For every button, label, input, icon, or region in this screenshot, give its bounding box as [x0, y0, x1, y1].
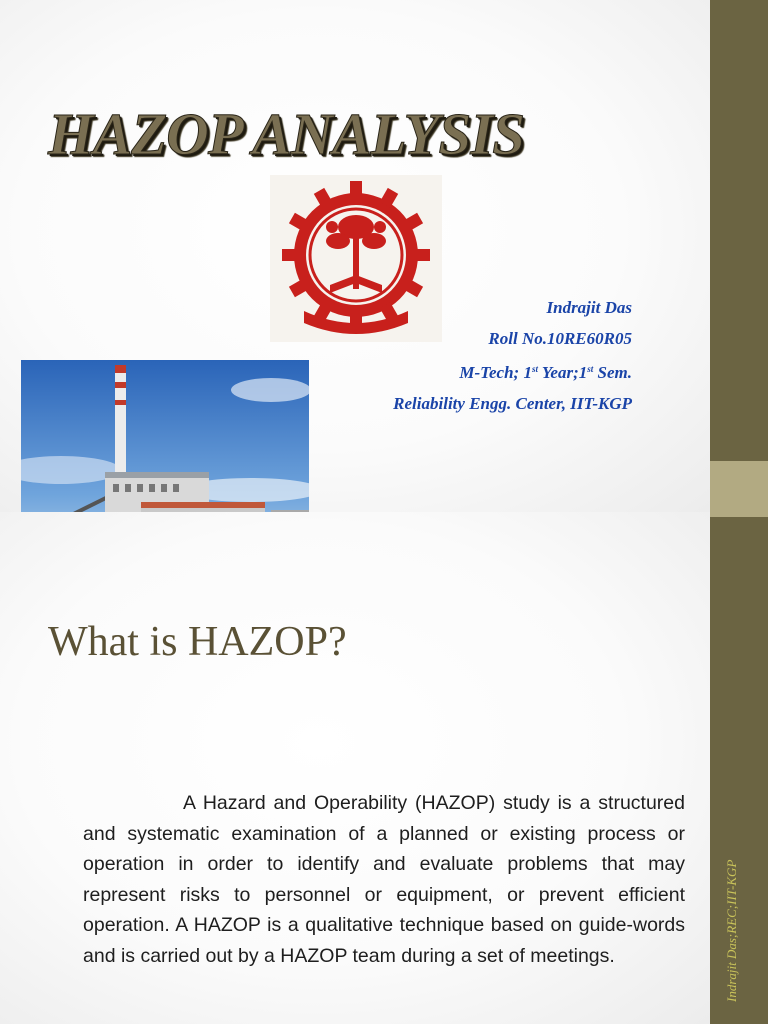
sidebar-accent-band	[710, 461, 768, 517]
section-heading: What is HAZOP?	[48, 619, 347, 665]
page-title: HAZOP ANALYSIS	[48, 101, 525, 167]
affiliation: Reliability Engg. Center, IIT-KGP	[393, 393, 632, 413]
definition-paragraph: A Hazard and Operability (HAZOP) study is a structured and systematic examination of a planned or existing process or operation in order to identify and evaluate problems that may represent risks to personnel or equipment, or prevent efficient operation. A HAZOP is a qualitative technique based on guide-words and is carried out by a HAZOP team during a set of meetings.	[83, 792, 685, 967]
author-name: Indrajit Das	[546, 298, 632, 317]
course-line: M-Tech; 1st Year;1st Sem.	[459, 363, 632, 382]
author-info	[393, 293, 632, 419]
footer-credit: Indrajit Das;REC;IIT-KGP	[724, 859, 739, 1002]
slide-title	[0, 0, 710, 512]
roll-number: Roll No.10RE60R05	[488, 328, 632, 348]
